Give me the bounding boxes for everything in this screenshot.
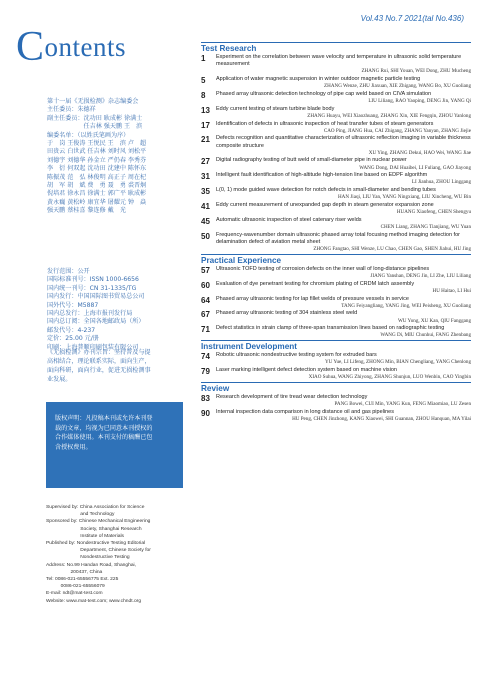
publication-line: 印刷：上海普顺印刷包装有限公司	[47, 343, 139, 351]
section-rule	[201, 340, 471, 341]
toc-entry[interactable]	[201, 106, 471, 120]
english-info-line: Tel: 0086-021-65556775 Ext. 225	[46, 577, 119, 583]
page-number: 27	[201, 157, 210, 167]
section-rule	[201, 254, 471, 255]
toc-entry[interactable]	[201, 266, 471, 280]
english-info-line: and Technology	[46, 512, 115, 518]
motto-line: 业发展。	[47, 376, 72, 383]
article-authors: XIAO Suhua, WANG Zhiyong, ZHANG Shunjun, LUO Wenbin, CAO Yingbin	[308, 374, 471, 381]
article-title: Research development of tire tread wear detection technology	[216, 393, 368, 400]
copyright-box	[46, 402, 183, 488]
article-title: Robotic ultrasonic nondestructive testing system for extruded bars	[216, 352, 377, 359]
toc-entry[interactable]	[201, 76, 471, 90]
article-title: Evaluation of dye penetrant testing for chromium plating of CRDM latch assembly	[216, 280, 415, 287]
toc-entry[interactable]	[201, 202, 471, 216]
editorial-line: 陈振茂 范 弘 林俊明 高正子 周在杞	[47, 173, 147, 181]
publication-line: 国内总订阅：全国各地邮政局（所）	[47, 318, 145, 326]
toc-entry[interactable]	[201, 91, 471, 105]
publication-line: 国内发行：中国国际图书贸易总公司	[47, 293, 145, 301]
english-info	[46, 504, 186, 605]
left-column	[0, 0, 190, 673]
article-title: Laser marking intelligent defect detection system based on machine vision	[216, 367, 397, 374]
english-info-line: Society, Shanghai Research	[46, 526, 142, 532]
page-number: 17	[201, 120, 210, 130]
volume-info: Vol.43 No.7 2021(tal No.436)	[360, 14, 464, 23]
editorial-board	[47, 98, 182, 216]
page-number: 64	[201, 295, 210, 305]
english-info-line: Department, Chinese Society for	[46, 548, 151, 554]
toc-entry[interactable]	[201, 367, 471, 381]
copyright-line: 合作媒体使用。本刊支付的稿酬已包	[55, 434, 153, 442]
toc-entry[interactable]	[201, 121, 471, 135]
toc-entry[interactable]	[201, 296, 471, 310]
section-rule	[201, 42, 471, 43]
editorial-line: 强天鹏 蔡桂喜 黎连修 戴 光	[47, 207, 126, 215]
page-number: 57	[201, 265, 210, 275]
article-title: Eddy current testing of steam turbine blade body	[216, 105, 335, 112]
section-heading: Test Research	[201, 44, 257, 53]
toc-entry[interactable]	[201, 232, 471, 253]
article-authors: XU Ying, ZHANG Dekui, HAO Wei, WANG Jiae	[368, 149, 471, 156]
english-info-line: Supervised by: China Association for Science	[46, 505, 145, 510]
article-title: Phased array ultrasonic detection technology of pipe cap weld based on CIVA simulation	[216, 90, 432, 97]
publication-line: 国外代号：M5887	[47, 301, 99, 309]
logo-initial: C	[16, 24, 45, 70]
publication-line: 定价：25.00 元/册	[47, 335, 99, 343]
motto-line: 面向科研，面向行业，促进无损检测事	[47, 367, 151, 374]
article-authors: ZHANG Huayu, WEI Xiaozhuang, ZHANG Xin, XIE Fengqin, ZHOU Yanlong	[307, 112, 471, 119]
article-authors: LI Jianhua, ZHOU Linggang	[411, 179, 471, 186]
article-authors: HU Peng, CHEN Jinzhong, KANG Xiaowei, SHI Guannan, ZHOU Hanquan, MA Yilai	[292, 415, 471, 422]
page-number: 50	[201, 231, 210, 241]
toc-entry[interactable]	[201, 352, 471, 366]
toc-entry[interactable]	[201, 157, 471, 171]
page-number: 31	[201, 172, 210, 182]
journal-motto	[47, 348, 182, 384]
article-authors: ZHANG Wenze, ZHU Jiaxuan, XIE Zhigang, WANG Bo, XU Guoliang	[324, 83, 471, 90]
english-info-line: 0086-021-65556079	[46, 584, 105, 590]
editorial-line: 于 岗 王俊涛 王悦民 王 滨 卢 超	[47, 140, 147, 148]
article-authors: ZHANG Rui, SHI Youan, WEI Dong, ZHU Mucheng	[361, 68, 471, 75]
english-info-line: Published by: Nondestructive Testing Editorial	[46, 541, 146, 547]
toc-entry[interactable]	[201, 172, 471, 186]
article-authors: LIU Liliang, RAO Yaoping, DENG Jin, YANG Qi	[368, 97, 471, 104]
article-title: L(0, 1) mode guided wave detection for notch defects in small-diameter and bending tubes	[216, 187, 436, 194]
article-title: Experiment on the correlation between wave velocity and temperature in ultrasonic solid temperature measurement	[216, 54, 462, 68]
article-authors: YU Yue, LI Lifeng, ZHONG Min, BIAN Chengliang, YANG Chenlong	[324, 359, 471, 366]
page-number: 21	[201, 135, 210, 145]
article-title: Digital radiography testing of butt weld of small-diameter pipe in nuclear power	[216, 157, 407, 164]
publication-line: 邮发代号：4-237	[47, 326, 96, 334]
copyright-line: 含授权费用。	[55, 443, 92, 451]
article-authors: CHEN Liang, ZHANG Tianjiang, WU Yuan	[380, 224, 471, 231]
article-authors: ZHONG Fangtao, SHI Wenze, LU Chao, CHEN Gao, SHEN Jiahui, HU Jing	[313, 246, 471, 252]
page-number: 45	[201, 216, 210, 226]
article-authors: HAN Jiaqi, LIU Yan, YANG Ningxiang, LIU Xincheng, WU Bin	[338, 194, 471, 201]
english-info-line: Nondestructive Testing	[46, 555, 130, 561]
toc-entry[interactable]	[201, 394, 471, 408]
article-title: Intelligent fault identification of high-altitude high-tension line based on EDPF algorithm	[216, 172, 428, 179]
editorial-line: 李 衍 何双起 沈功田 沈建中 陈怀东	[47, 165, 147, 173]
article-title: Phased array ultrasonic testing of 304 stainless steel weld	[216, 310, 358, 317]
page-number: 41	[201, 202, 210, 212]
page-number: 60	[201, 280, 210, 290]
page-number: 71	[201, 325, 210, 335]
article-title: Eddy current measurement of unexpanded gap depth in steam generator expansion zone	[216, 202, 434, 209]
toc-entry[interactable]	[201, 54, 471, 75]
article-title: Internal inspection data comparison in long distance oil and gas pipelines	[216, 408, 394, 415]
page-number: 67	[201, 310, 210, 320]
motto-line: 《无损检测》办刊宗旨：坚持普及与提	[47, 349, 151, 356]
english-info-line: Institute of Materials	[46, 533, 124, 539]
publication-line: 发行范围：公开	[47, 268, 90, 275]
editorial-line: 第十一届《无损检测》杂志编委会	[47, 98, 139, 105]
article-title: Phased array ultrasonic testing for lap fillet welds of pressure vessels in service	[216, 295, 409, 302]
toc-entry[interactable]	[201, 281, 471, 295]
page-number: 35	[201, 187, 210, 197]
publication-line: 国内总发行：上海市报刊发行局	[47, 310, 133, 318]
editorial-line: 胡 军 胡 斌 费 勇 聂 勇 裘晋炯	[47, 182, 147, 190]
toc-entry[interactable]	[201, 325, 471, 339]
english-info-line: Sponsored by: Chinese Mechanical Engineering	[46, 519, 151, 525]
article-authors: JIANG Yanshan, DENG Jin, LI Zhe, LIU Liliang	[370, 272, 471, 279]
article-authors: WANG Di, MIU Chunhui, FANG Zhenbang	[380, 332, 471, 339]
article-title: Ultrasonic TOFD testing of corrosion defects on the inner wall of long-distance pipelines	[216, 265, 430, 272]
article-authors: CAO Ping, JIANG Hua, CAI Zhigang, ZHANG Yanyan, ZHANG Jiejie	[323, 127, 471, 134]
toc-entry[interactable]	[201, 135, 471, 156]
publication-info	[47, 268, 182, 352]
toc	[201, 42, 471, 424]
page-number: 13	[201, 105, 210, 115]
contents-logo	[16, 26, 126, 68]
english-info-line: Address: No.99 Handan Road, Shanghai,	[46, 562, 136, 568]
article-title: Identification of defects in ultrasonic inspection of heat transfer tubes of steam generators	[216, 120, 434, 127]
article-title: Automatic ultrasonic inspection of steel catenary riser welds	[216, 216, 362, 223]
editorial-line: 田贵云 白世武 任吉林 刘时风 刘松平	[47, 148, 147, 156]
section-heading: Practical Experience	[201, 255, 282, 265]
editorial-line: 副主任委员：沈功田 耿成彬 徐满士	[47, 114, 143, 122]
page-number: 74	[201, 352, 210, 362]
article-authors: PANG Bowei, CUI Min, YANG Kun, FENG Miaomiao, LU Zesen	[334, 401, 471, 407]
article-authors: WU Yong, XU Kan, QIU Fanggang	[397, 317, 471, 324]
page-number: 83	[201, 393, 210, 403]
copyright-line: 版权声明：凡投稿本刊或允许本刊登	[55, 415, 153, 422]
article-title: Application of water magnetic suspension in winter outdoor magnetic particle testing	[216, 75, 421, 82]
toc-entry[interactable]	[201, 187, 471, 201]
editorial-line: 任吉林 强天鹏 王 滨	[47, 123, 143, 131]
section-rule	[201, 382, 471, 383]
section-heading: Review	[201, 383, 230, 393]
article-title: Defects recognition and quantitative characterization of ultrasonic reflection imaging in variable thickness composite structure	[216, 135, 471, 149]
english-info-line: E-mail: ndt@mat-test.com	[46, 591, 103, 597]
article-authors: HU Haitao, LI Hui	[432, 287, 471, 294]
page-number: 1	[201, 54, 206, 63]
article-title: Frequency-wavenumber domain ultrasonic phased array total focusing method imaging detection for delamination defect of aviation metal sheet	[216, 231, 460, 245]
english-info-line: 200437, China	[46, 569, 103, 575]
editorial-line: 主任委员：朱德祥	[47, 106, 96, 114]
copyright-text	[46, 402, 183, 452]
english-info-line: Website: www.mat-test.com; www.chndt.org	[46, 598, 142, 604]
article-authors: WANG Dong, DAI Huaibei, LI Fuliang, GAO Jiayong	[359, 164, 471, 171]
page-number: 8	[201, 90, 206, 100]
article-title: Defect statistics in strain clamp of three-span transmission lines based on radiographic testing	[216, 325, 445, 332]
article-authors: TANG Feiyangliang, YANG Jing, WEI Peisheng, XU Guoliang	[341, 302, 471, 309]
toc-entry[interactable]	[201, 310, 471, 324]
page-number: 79	[201, 367, 210, 377]
publication-line: 国际标准刊号：ISSN 1000-6656	[47, 276, 139, 284]
editorial-line: 黄永巍 黄松岭 康宜华 屠耀元 钟 焱	[47, 198, 147, 206]
editorial-line: 刘德宇 刘德华 孙金立 严仍春 李秀芬	[47, 156, 147, 164]
article-authors: HUANG Xiaofeng, CHEN Shengyu	[396, 209, 471, 216]
page-number: 90	[201, 408, 210, 418]
motto-line: 高相结合，理论联系实际，面向生产，	[47, 358, 151, 365]
toc-entry[interactable]	[201, 217, 471, 231]
publication-line: 国内统一刊号：CN 31-1335/TG	[47, 284, 137, 292]
editorial-line: 编委名单：（以姓氏笔画为序）	[47, 131, 130, 139]
toc-entry[interactable]	[201, 409, 471, 423]
editorial-line: 倪培君 徐永昌 徐满士 郭广平 耿成彬	[47, 190, 147, 198]
logo-rest: ontents	[44, 32, 127, 62]
page-number: 5	[201, 75, 206, 85]
section-heading: Instrument Development	[201, 342, 297, 352]
copyright-line: 载的文章，均视为已同意本刊授权的	[55, 424, 153, 432]
